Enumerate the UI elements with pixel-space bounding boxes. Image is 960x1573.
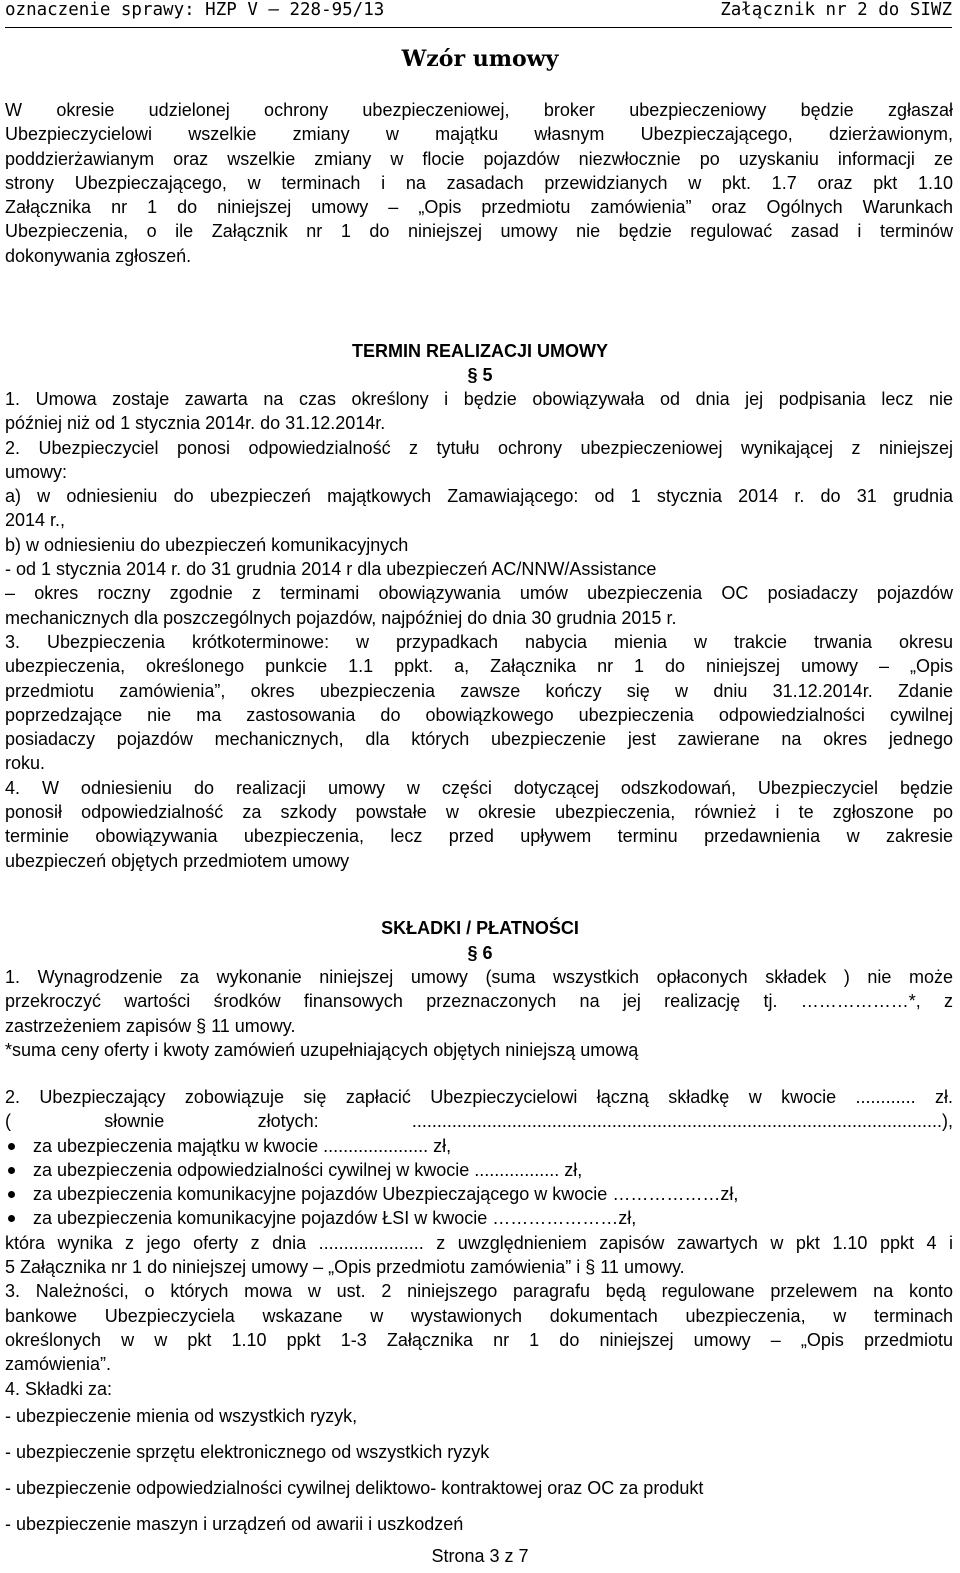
bullet-icon xyxy=(8,1191,15,1198)
list-item-text: za ubezpieczenia komunikacyjne pojazdów Ubezpieczającego w kwocie ………………zł, xyxy=(33,1184,739,1205)
text-line: później niż od 1 stycznia 2014r. do 31.12.2014r. xyxy=(5,413,386,434)
text-line: Ubezpieczycielowi wszelkie zmiany w majątku własnym Ubezpieczającego, dzierżawionym, xyxy=(5,124,953,145)
text-line: dokonywania zgłoszeń. xyxy=(5,245,192,266)
page-number: Strona 3 z 7 xyxy=(431,1546,529,1566)
text-line: umowy: xyxy=(5,461,68,482)
text-line: określonych w w pkt 1.10 ppkt 1-3 Załącznika nr 1 do niniejszej umowy – „Opis przedmiotu xyxy=(5,1329,953,1350)
list-item: - ubezpieczenie sprzętu elektronicznego od wszystkich ryzyk xyxy=(5,1442,490,1462)
text-line: 3. Należności, o których mowa w ust. 2 niniejszego paragrafu będą regulowane przelewem na konto xyxy=(5,1281,953,1302)
premium-types-list xyxy=(5,1404,953,1548)
text-line: 5 Załącznika nr 1 do niniejszej umowy – „Opis przedmiotu zamówienia” i § 11 umowy. xyxy=(5,1257,685,1278)
section-6-payment xyxy=(5,1085,953,1401)
text-line: Ubezpieczenia, o ile Załącznik nr 1 do niniejszej umowy nie będzie regulować zasad i terminów xyxy=(5,221,953,242)
text-line: roku. xyxy=(5,753,46,774)
text-line: a) w odniesieniu do ubezpieczeń majątkowych Zamawiającego: od 1 stycznia 2014 r. do 31 grudnia xyxy=(5,486,953,507)
text-line: poprzedzające nie ma zastosowania do obowiązkowego ubezpieczenia odpowiedzialności cywilnej xyxy=(5,704,953,725)
text-line: 2. Ubezpieczyciel ponosi odpowiedzialność z tytułu ochrony ubezpieczeniowej wynikającej z niniejszej xyxy=(5,437,953,458)
text-line: 1. Umowa zostaje zawarta na czas określony i będzie obowiązywała od dnia jej podpisania lecz nie xyxy=(5,389,953,409)
text-line: ponosił odpowiedzialność za szkody powstałe w okresie ubezpieczenia, również i te zgłoszone po xyxy=(5,802,953,823)
text-line: W okresie udzielonej ochrony ubezpieczeniowej, broker ubezpieczeniowy będzie zgłaszał xyxy=(5,100,953,120)
premium-breakdown-list xyxy=(5,1134,953,1231)
list-item xyxy=(5,1182,953,1206)
section-5-title: TERMIN REALIZACJI UMOWY xyxy=(352,341,608,361)
list-item xyxy=(5,1206,953,1230)
section-6-body xyxy=(5,965,953,1062)
text-line: przekroczyć wartości środków finansowych przeznaczonych na jej realizację tj. ………………*, z xyxy=(5,991,953,1012)
bullet-icon xyxy=(8,1143,15,1150)
text-line: poddzierżawianym oraz wszelkie zmiany w flocie pojazdów niezwłocznie po uzyskaniu informacji ze xyxy=(5,148,953,169)
text-line: 3. Ubezpieczenia krótkoterminowe: w przypadkach nabycia mienia w trakcie trwania okresu xyxy=(5,631,953,652)
header-rule xyxy=(5,27,952,28)
bullet-icon xyxy=(8,1215,15,1222)
text-line: Załącznika nr 1 do niniejszej umowy – „Opis przedmiotu zamówienia” oraz Ogólnych Warunkach xyxy=(5,197,953,218)
text-line: 2. Ubezpieczający zobowiązuje się zapłacić Ubezpieczycielowi łączną składkę w kwocie ............ zł. xyxy=(5,1087,953,1107)
section-5-body xyxy=(5,387,953,873)
list-item: - ubezpieczenie odpowiedzialności cywilnej deliktowo- kontraktowej oraz OC za produkt xyxy=(5,1478,704,1498)
list-item xyxy=(5,1134,953,1158)
text-line: b) w odniesieniu do ubezpieczeń komunikacyjnych xyxy=(5,534,409,555)
list-item: - ubezpieczenie mienia od wszystkich ryzyk, xyxy=(5,1406,358,1426)
text-line: ubezpieczeń objętych przedmiotem umowy xyxy=(5,850,350,871)
text-line: mechanicznych dla poszczególnych pojazdów, najpóźniej do dnia 30 grudnia 2015 r. xyxy=(5,607,677,628)
list-item xyxy=(5,1158,953,1182)
text-line: bankowe Ubezpieczyciela wskazane w wystawionych dokumentach ubezpieczenia, w terminach xyxy=(5,1305,953,1326)
intro-paragraph xyxy=(5,98,953,268)
text-line: *suma ceny oferty i kwoty zamówień uzupełniających objętych niniejszą umową xyxy=(5,1039,639,1060)
text-line: ( słownie złotych: ..........................................................................................................), xyxy=(5,1111,953,1132)
list-item: - ubezpieczenie maszyn i urządzeń od awarii i uszkodzeń xyxy=(5,1514,464,1534)
text-line: zamówienia”. xyxy=(5,1354,112,1375)
case-reference: oznaczenie sprawy: HZP V – 228-95/13 xyxy=(5,0,385,20)
list-item-text: za ubezpieczenia komunikacyjne pojazdów ŁSI w kwocie …………………zł, xyxy=(33,1208,637,1229)
attachment-label: Załącznik nr 2 do SIWZ xyxy=(720,0,952,20)
section-5-number: § 5 xyxy=(467,365,493,385)
text-line: przedmiotu zamówienia”, okres ubezpieczenia zawsze kończy się w dniu 31.12.2014r. Zdanie xyxy=(5,680,953,701)
list-item-text: za ubezpieczenia odpowiedzialności cywilnej w kwocie ................. zł, xyxy=(33,1159,583,1180)
text-line: strony Ubezpieczającego, w terminach i na zasadach przewidzianych w pkt. 1.7 oraz pkt 1.10 xyxy=(5,172,953,193)
text-line: 4. Składki za: xyxy=(5,1378,113,1399)
page-header xyxy=(5,0,952,24)
text-line: 1. Wynagrodzenie za wykonanie niniejszej umowy (suma wszystkich opłaconych składek ) nie może xyxy=(5,967,953,987)
bullet-icon xyxy=(8,1167,15,1174)
document-title: Wzór umowy xyxy=(401,46,559,72)
list-item-text: za ubezpieczenia majątku w kwocie ..................... zł, xyxy=(33,1135,452,1156)
section-6-number: § 6 xyxy=(467,943,493,963)
section-6-title: SKŁADKI / PŁATNOŚCI xyxy=(381,918,579,938)
text-line: - od 1 stycznia 2014 r. do 31 grudnia 2014 r dla ubezpieczeń AC/NNW/Assistance xyxy=(5,559,657,580)
text-line: terminie obowiązywania ubezpieczenia, lecz przed upływem terminu przedawnienia w zakresie xyxy=(5,826,953,847)
text-line: – okres roczny zgodnie z terminami obowiązywania umów ubezpieczenia OC posiadaczy pojazdów xyxy=(5,583,953,604)
text-line: zastrzeżeniem zapisów § 11 umowy. xyxy=(5,1015,296,1036)
text-line: 4. W odniesieniu do realizacji umowy w części dotyczącej odszkodowań, Ubezpieczyciel będzie xyxy=(5,777,953,798)
text-line: która wynika z jego oferty z dnia ..................... z uwzględnieniem zapisów zawartych w pkt 1.10 ppkt 4 i xyxy=(5,1232,953,1253)
text-line: posiadaczy pojazdów mechanicznych, dla których ubezpieczenie jest zawierane na okres jednego xyxy=(5,729,953,750)
text-line: 2014 r., xyxy=(5,510,66,531)
text-line: ubezpieczenia, określonego punkcie 1.1 ppkt. a, Załącznika nr 1 do niniejszej umowy – „Opis xyxy=(5,656,953,677)
